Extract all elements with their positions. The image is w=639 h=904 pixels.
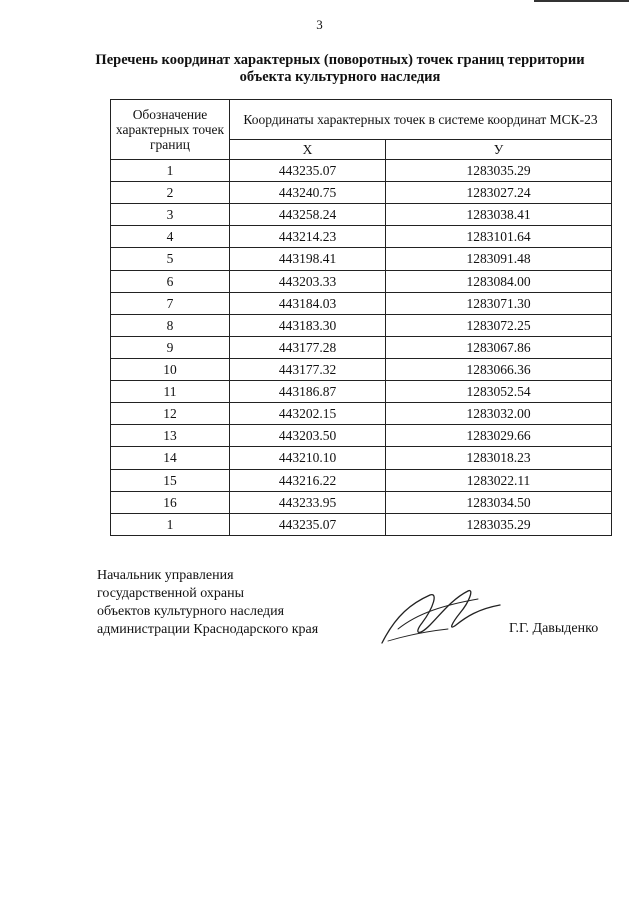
column-header-y: У xyxy=(386,140,612,160)
cell-point: 8 xyxy=(111,314,230,336)
table-row xyxy=(111,381,612,403)
handwritten-signature xyxy=(378,585,503,647)
cell-y: 1283027.24 xyxy=(386,182,612,204)
cell-x: 443233.95 xyxy=(230,491,386,513)
table-body xyxy=(111,160,612,536)
cell-y: 1283032.00 xyxy=(386,403,612,425)
coordinates-table xyxy=(110,99,612,536)
signer-name: Г.Г. Давыденко xyxy=(509,621,599,636)
cell-point: 4 xyxy=(111,226,230,248)
cell-point: 1 xyxy=(111,160,230,182)
cell-y: 1283101.64 xyxy=(386,226,612,248)
cell-y: 1283066.36 xyxy=(386,358,612,380)
cell-y: 1283035.29 xyxy=(386,513,612,535)
cell-y: 1283034.50 xyxy=(386,491,612,513)
table-row xyxy=(111,491,612,513)
cell-y: 1283029.66 xyxy=(386,425,612,447)
table-row xyxy=(111,248,612,270)
cell-x: 443184.03 xyxy=(230,292,386,314)
title-line-2: объекта культурного наследия xyxy=(239,69,441,85)
cell-y: 1283018.23 xyxy=(386,447,612,469)
table-row xyxy=(111,226,612,248)
cell-x: 443183.30 xyxy=(230,314,386,336)
signatory-line-1: Начальник управления xyxy=(97,568,234,583)
cell-point: 5 xyxy=(111,248,230,270)
cell-point: 9 xyxy=(111,336,230,358)
cell-y: 1283067.86 xyxy=(386,336,612,358)
cell-x: 443203.33 xyxy=(230,270,386,292)
table-row xyxy=(111,182,612,204)
cell-x: 443186.87 xyxy=(230,381,386,403)
cell-x: 443202.15 xyxy=(230,403,386,425)
cell-point: 10 xyxy=(111,358,230,380)
table-row xyxy=(111,403,612,425)
signatory-line-3: объектов культурного наследия xyxy=(97,604,285,619)
cell-y: 1283071.30 xyxy=(386,292,612,314)
cell-point: 1 xyxy=(111,513,230,535)
column-header-x: X xyxy=(230,140,386,160)
cell-point: 3 xyxy=(111,204,230,226)
table-row xyxy=(111,204,612,226)
cell-point: 2 xyxy=(111,182,230,204)
cell-x: 443177.28 xyxy=(230,336,386,358)
table-row xyxy=(111,336,612,358)
cell-point: 11 xyxy=(111,381,230,403)
cell-point: 15 xyxy=(111,469,230,491)
table-row xyxy=(111,469,612,491)
signatory-block xyxy=(97,567,318,639)
signatory-line-4: администрации Краснодарского края xyxy=(97,622,319,637)
cell-x: 443203.50 xyxy=(230,425,386,447)
signatory-line-2: государственной охраны xyxy=(97,586,245,601)
table-row xyxy=(111,314,612,336)
cell-y: 1283084.00 xyxy=(386,270,612,292)
cell-x: 443240.75 xyxy=(230,182,386,204)
corner-mark xyxy=(534,0,629,8)
table-row xyxy=(111,358,612,380)
cell-point: 7 xyxy=(111,292,230,314)
column-header-point: Обозначение характерных точек границ xyxy=(111,100,230,160)
table-row xyxy=(111,447,612,469)
title-line-1: Перечень координат характерных (поворотных) точек границ территории xyxy=(95,52,585,68)
cell-point: 13 xyxy=(111,425,230,447)
table-row xyxy=(111,270,612,292)
cell-x: 443214.23 xyxy=(230,226,386,248)
cell-y: 1283022.11 xyxy=(386,469,612,491)
cell-y: 1283038.41 xyxy=(386,204,612,226)
cell-x: 443210.10 xyxy=(230,447,386,469)
cell-point: 12 xyxy=(111,403,230,425)
cell-x: 443198.41 xyxy=(230,248,386,270)
cell-x: 443177.32 xyxy=(230,358,386,380)
cell-x: 443258.24 xyxy=(230,204,386,226)
column-header-coord-group: Координаты характерных точек в системе координат МСК-23 xyxy=(230,100,612,140)
table-row xyxy=(111,292,612,314)
cell-y: 1283091.48 xyxy=(386,248,612,270)
document-title xyxy=(40,52,639,86)
cell-y: 1283035.29 xyxy=(386,160,612,182)
cell-x: 443235.07 xyxy=(230,513,386,535)
cell-y: 1283072.25 xyxy=(386,314,612,336)
cell-point: 6 xyxy=(111,270,230,292)
page-number: 3 xyxy=(316,17,323,32)
cell-x: 443216.22 xyxy=(230,469,386,491)
cell-point: 14 xyxy=(111,447,230,469)
cell-point: 16 xyxy=(111,491,230,513)
table-row xyxy=(111,425,612,447)
cell-y: 1283052.54 xyxy=(386,381,612,403)
table-row xyxy=(111,513,612,535)
table-row xyxy=(111,160,612,182)
cell-x: 443235.07 xyxy=(230,160,386,182)
